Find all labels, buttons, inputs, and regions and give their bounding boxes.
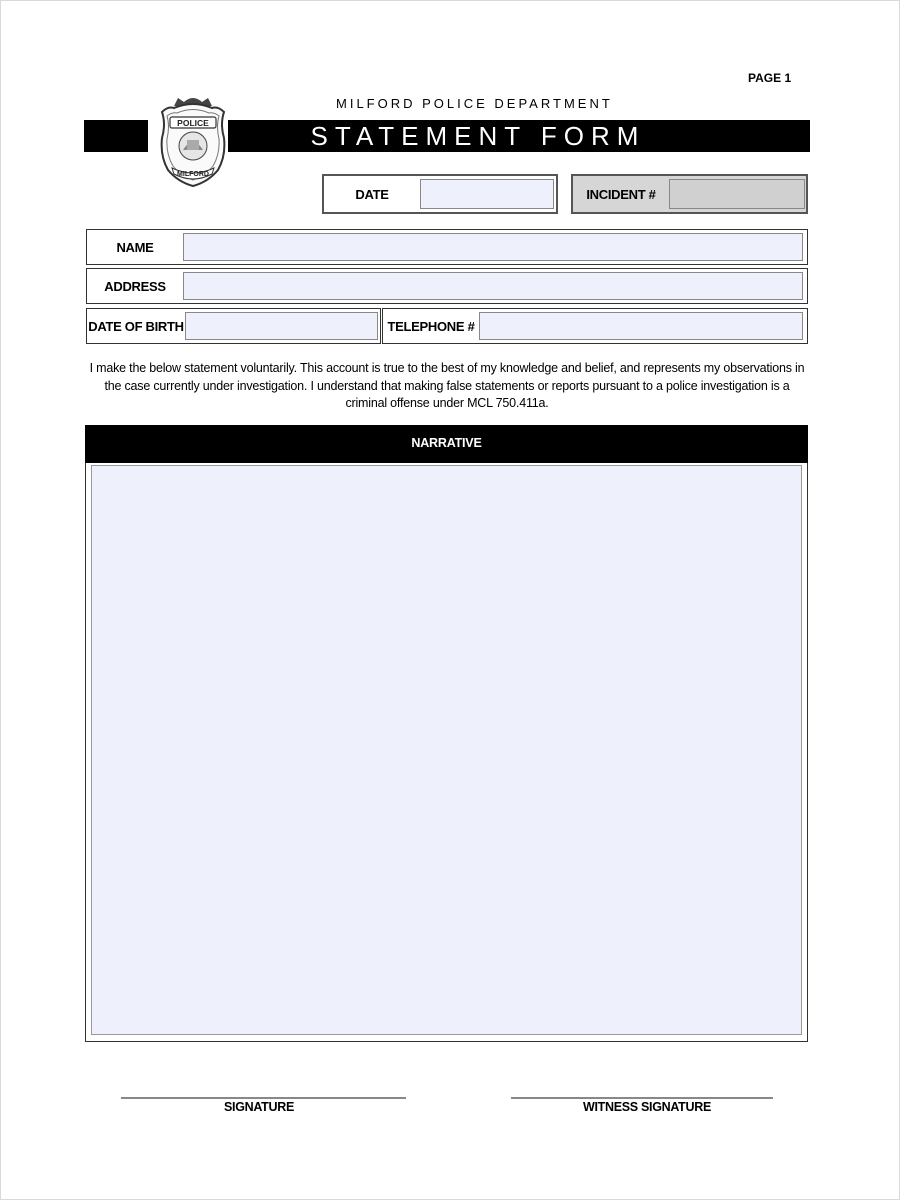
telephone-row: [382, 308, 808, 344]
name-row: [86, 229, 808, 265]
incident-label: INCIDENT #: [586, 186, 656, 202]
department-name: MILFORD POLICE DEPARTMENT: [336, 96, 613, 111]
witness-signature-label: WITNESS SIGNATURE: [582, 1100, 711, 1114]
telephone-label: TELEPHONE #: [387, 318, 475, 334]
badge-top-text: POLICE: [177, 118, 209, 128]
signature-line[interactable]: [121, 1097, 406, 1099]
telephone-input[interactable]: [479, 312, 803, 340]
incident-field-group: [571, 174, 808, 214]
dob-row: [86, 308, 381, 344]
narrative-box: [85, 463, 808, 1042]
name-label: NAME: [116, 239, 154, 255]
date-label: DATE: [355, 186, 389, 202]
dob-input[interactable]: [185, 312, 378, 340]
address-input[interactable]: [183, 272, 803, 300]
page-number: PAGE 1: [748, 71, 792, 85]
incident-input[interactable]: [669, 179, 805, 209]
form-title: STATEMENT FORM: [310, 121, 646, 151]
title-bar-left: [84, 120, 148, 152]
dob-label: DATE OF BIRTH: [88, 318, 184, 334]
date-field-group: [322, 174, 558, 214]
narrative-header: NARRATIVE: [85, 425, 808, 463]
signature-label: SIGNATURE: [224, 1100, 294, 1114]
address-row: [86, 268, 808, 304]
badge-bottom-text: MILFORD: [177, 171, 209, 178]
witness-signature-line[interactable]: [511, 1097, 773, 1099]
date-input[interactable]: [420, 179, 554, 209]
name-input[interactable]: [183, 233, 803, 261]
voluntary-statement-text: I make the below statement voluntarily. This account is true to the best of my knowledge and belief, and represents my observations in the case currently under investigation. I understand that making false statements or reports pursuant to a police investigation is a criminal offense under MCL 750.411a.: [89, 361, 805, 410]
address-label: ADDRESS: [104, 278, 166, 294]
police-badge-icon: [154, 94, 232, 188]
narrative-input[interactable]: [91, 465, 802, 1035]
